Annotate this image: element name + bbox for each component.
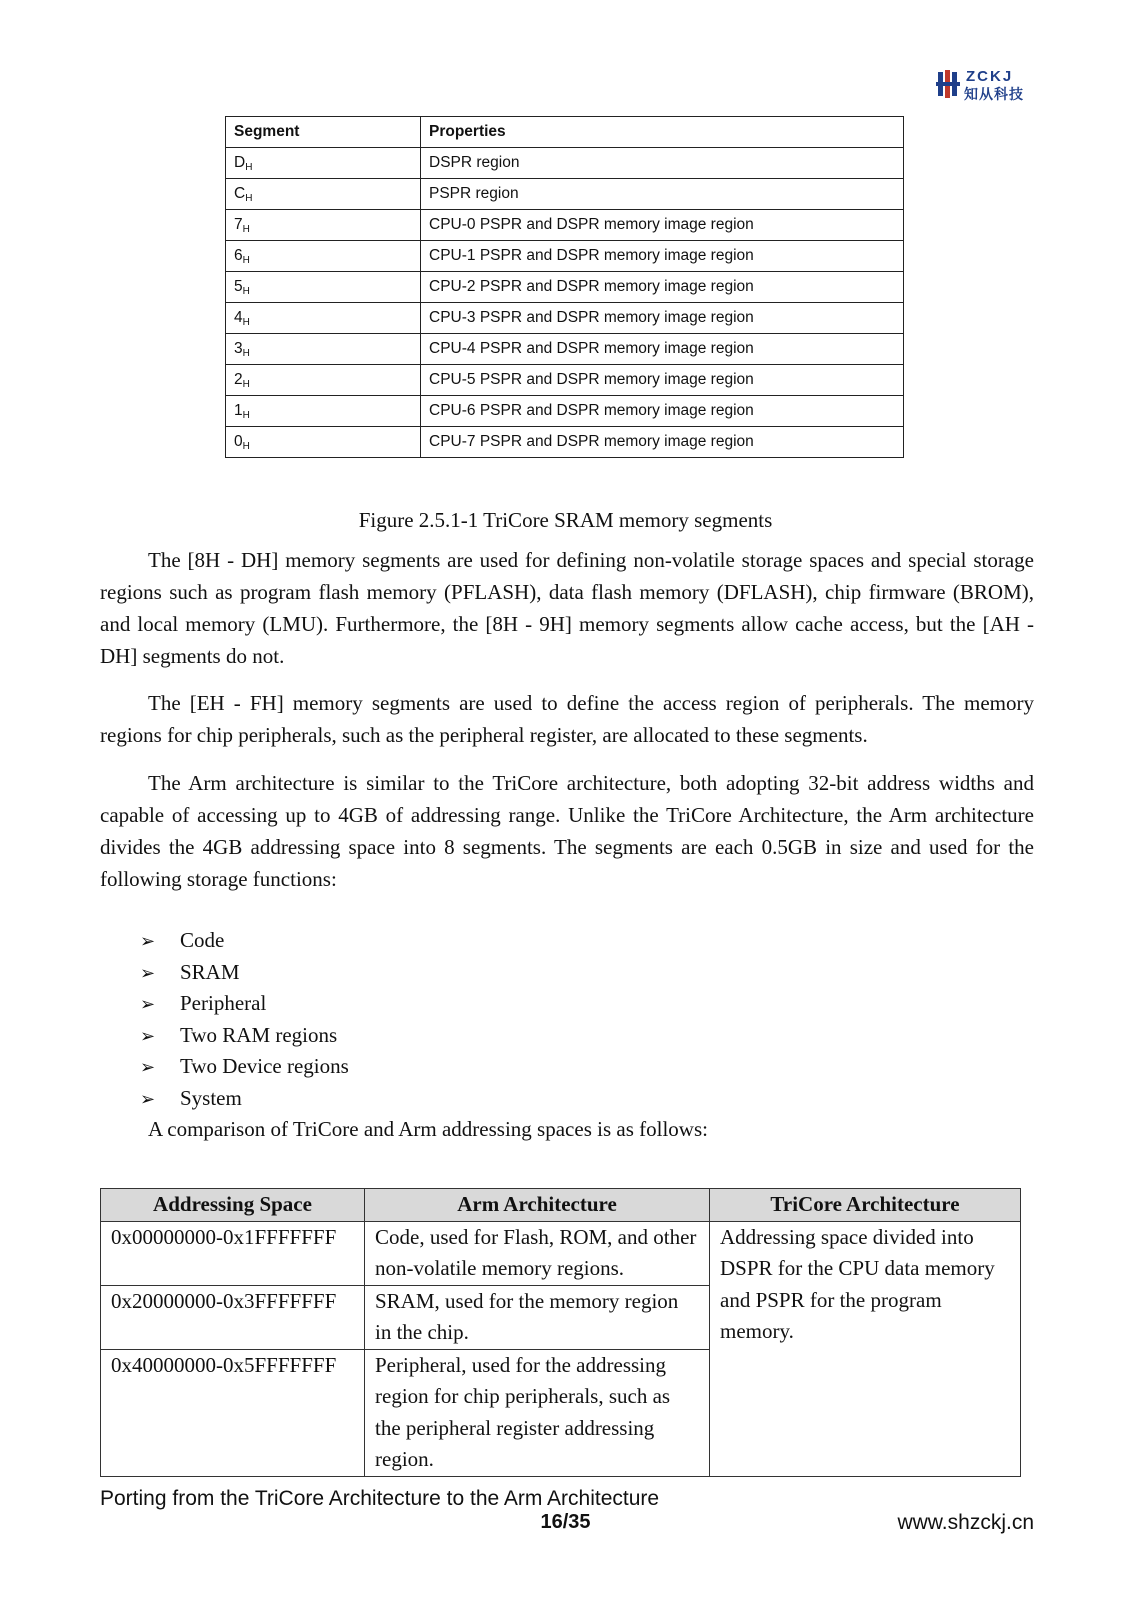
properties-cell: CPU-6 PSPR and DSPR memory image region: [421, 396, 904, 427]
segment-cell: $6_H$: [226, 241, 421, 272]
arm-architecture-header: Arm Architecture: [365, 1189, 710, 1222]
segment-cell: $1_H$: [226, 396, 421, 427]
arm-architecture-cell: SRAM, used for the memory region in the chip.: [365, 1285, 710, 1349]
segment-table-header-row: [226, 117, 904, 148]
table-row: [226, 334, 904, 365]
segment-header: Segment: [226, 117, 421, 148]
list-item-label: Two RAM regions: [180, 1022, 338, 1047]
paragraph-segments-eh-fh: The [EH - FH] memory segments are used to define the access region of peripherals. The memory regions for chip peripherals, such as the peripheral register, are allocated to these segments.: [100, 691, 1034, 747]
arrow-bullet-icon: ➢: [140, 994, 156, 1015]
addressing-space-cell: 0x20000000-0x3FFFFFFF: [101, 1285, 365, 1349]
segment-cell: $5_H$: [226, 272, 421, 303]
table-row: [226, 303, 904, 334]
segment-cell: $4_H$: [226, 303, 421, 334]
arrow-bullet-icon: ➢: [140, 931, 156, 952]
footer-page-number: 16/35: [540, 1511, 591, 1533]
arrow-bullet-icon: ➢: [140, 1057, 156, 1078]
table-row: [226, 241, 904, 272]
comparison-header-row: [101, 1189, 1021, 1222]
segment-cell: $2_H$: [226, 365, 421, 396]
comparison-table: [100, 1188, 1021, 1477]
figure-caption: Figure 2.5.1-1 TriCore SRAM memory segments: [358, 508, 773, 532]
table-row: [226, 179, 904, 210]
table-row: [226, 396, 904, 427]
properties-cell: CPU-1 PSPR and DSPR memory image region: [421, 241, 904, 272]
arrow-bullet-icon: ➢: [140, 1088, 156, 1110]
table-row: [226, 272, 904, 303]
arrow-bullet-icon: ➢: [140, 1025, 156, 1047]
list-item: [140, 1051, 349, 1083]
table-row: [226, 427, 904, 458]
logo-brand-en: ZCKJ: [966, 68, 1014, 85]
segment-cell: $3_H$: [226, 334, 421, 365]
segment-cell: $C_H$: [226, 179, 421, 210]
tricore-architecture-header: TriCore Architecture: [710, 1189, 1021, 1222]
list-item-label: SRAM: [180, 959, 240, 984]
arrow-bullet-icon: ➢: [140, 962, 156, 984]
arm-architecture-cell: Peripheral, used for the addressing region for chip peripherals, such as the peripheral register addressing region.: [365, 1349, 710, 1476]
properties-cell: CPU-7 PSPR and DSPR memory image region: [421, 427, 904, 458]
company-logo: [936, 68, 1036, 102]
paragraph-segments-8h-dh: The [8H - DH] memory segments are used for defining non-volatile storage spaces and special storage regions such as program flash memory (PFLASH), data flash memory (DFLASH), chip firmware (BROM), and local memory (LMU). Furthermore, the [8H - 9H] memory segments allow cache access, but the [AH - DH] segments do not.: [100, 548, 1034, 668]
properties-header: Properties: [421, 117, 904, 148]
properties-cell: DSPR region: [421, 148, 904, 179]
tricore-architecture-cell: Addressing space divided into DSPR for the CPU data memory and PSPR for the program memory.: [710, 1221, 1021, 1476]
properties-cell: CPU-4 PSPR and DSPR memory image region: [421, 334, 904, 365]
table-row: [226, 210, 904, 241]
list-item-label: Two Device regions: [180, 1054, 349, 1078]
footer-document-title: Porting from the TriCore Architecture to the Arm Architecture: [100, 1487, 660, 1510]
addressing-space-header: Addressing Space: [101, 1189, 365, 1222]
addressing-space-cell: 0x00000000-0x1FFFFFFF: [101, 1221, 365, 1285]
arm-architecture-cell: Code, used for Flash, ROM, and other non-volatile memory regions.: [365, 1221, 710, 1285]
table-row: [101, 1221, 1021, 1285]
list-item: [140, 988, 349, 1020]
paragraph-comparison-intro: A comparison of TriCore and Arm addressing spaces is as follows:: [148, 1117, 708, 1141]
storage-function-list: [140, 925, 349, 1114]
table-row: [226, 365, 904, 396]
list-item: [140, 1020, 349, 1052]
logo-emblem-icon: [936, 68, 962, 102]
footer-website-link[interactable]: www.shzckj.cn: [897, 1511, 1034, 1534]
properties-cell: CPU-5 PSPR and DSPR memory image region: [421, 365, 904, 396]
addressing-space-cell: 0x40000000-0x5FFFFFFF: [101, 1349, 365, 1476]
properties-cell: PSPR region: [421, 179, 904, 210]
properties-cell: CPU-0 PSPR and DSPR memory image region: [421, 210, 904, 241]
list-item: [140, 957, 349, 989]
list-item: [140, 925, 349, 957]
table-row: [226, 148, 904, 179]
list-item-label: Code: [180, 928, 225, 952]
logo-brand-cn: 知从科技: [964, 87, 1024, 103]
list-item-label: System: [180, 1085, 242, 1110]
properties-cell: CPU-3 PSPR and DSPR memory image region: [421, 303, 904, 334]
segment-cell: $D_H$: [226, 148, 421, 179]
paragraph-arm-architecture: The Arm architecture is similar to the TriCore architecture, both adopting 32-bit address widths and capable of accessing up to 4GB of addressing range. Unlike the TriCore Architecture, the Arm architecture divides the 4GB addressing space into 8 segments. The segments are each 0.5GB in size and used for the following storage functions:: [100, 771, 1034, 891]
segment-table: [225, 116, 904, 458]
list-item-label: Peripheral: [180, 991, 267, 1015]
segment-cell: $0_H$: [226, 427, 421, 458]
properties-cell: CPU-2 PSPR and DSPR memory image region: [421, 272, 904, 303]
list-item: [140, 1083, 349, 1115]
segment-cell: $7_H$: [226, 210, 421, 241]
